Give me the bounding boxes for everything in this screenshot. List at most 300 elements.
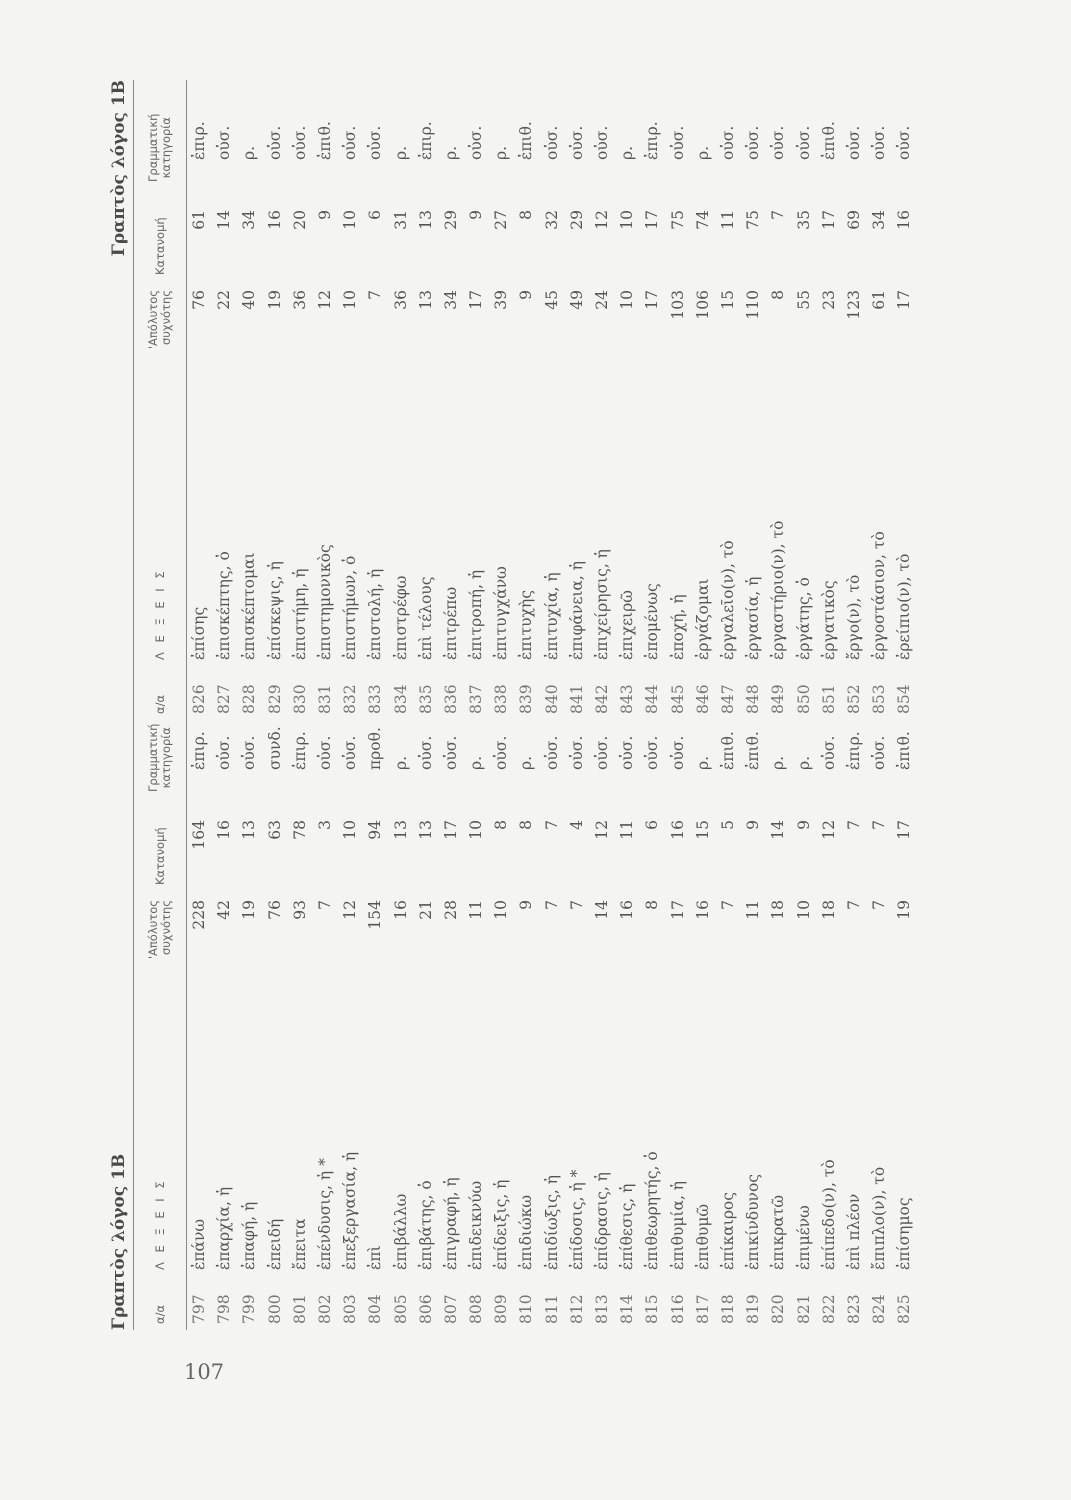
table-row	[640, 690, 665, 1330]
row-distribution: 7	[542, 820, 561, 830]
row-word: ἐργάτης, ὁ	[794, 577, 813, 660]
table-row	[892, 80, 917, 720]
table-row	[187, 690, 212, 1330]
row-word: ἐπειδή	[265, 1218, 284, 1270]
row-grammatical-category: ρ.	[517, 755, 536, 770]
table-row	[514, 690, 539, 1330]
row-grammatical-category: οὐσ.	[668, 125, 687, 160]
row-number: 824	[870, 1294, 889, 1324]
row-grammatical-category: οὐσ.	[240, 735, 259, 770]
row-distribution: 7	[844, 820, 863, 830]
row-word: ἑπομένως	[643, 583, 662, 660]
row-frequency: 40	[240, 290, 259, 310]
row-number: 835	[416, 684, 435, 714]
row-frequency: 17	[467, 290, 486, 310]
row-grammatical-category: ρ.	[240, 145, 259, 160]
row-grammatical-category: οὐσ.	[265, 125, 284, 160]
row-word: ἐπιστήμων, ὁ	[341, 555, 360, 660]
row-distribution: 4	[567, 820, 586, 830]
row-grammatical-category: οὐσ.	[593, 735, 611, 770]
row-frequency: 16	[693, 900, 712, 920]
table-row	[640, 80, 665, 720]
row-frequency: 106	[693, 290, 712, 320]
table-row	[338, 80, 363, 720]
row-grammatical-category: ἐπιθ.	[718, 731, 737, 770]
row-number: 819	[744, 1294, 763, 1324]
row-grammatical-category: οὐσ.	[870, 735, 889, 770]
row-number: 814	[618, 1294, 637, 1324]
row-number: 847	[718, 684, 737, 714]
row-grammatical-category: οὐσ.	[844, 125, 863, 160]
row-word: ἔπειτα	[290, 1218, 309, 1270]
row-grammatical-category: ἐπιθ.	[744, 731, 763, 770]
table-title: Γραπτὸς λόγος 1Β	[109, 80, 129, 257]
table-row	[363, 80, 388, 720]
row-number: 829	[265, 684, 284, 714]
row-distribution: 8	[517, 210, 536, 220]
row-frequency: 28	[441, 900, 460, 920]
row-word: ἐπίκαιρος	[718, 1192, 737, 1270]
row-distribution: 9	[467, 210, 486, 220]
table-row	[867, 690, 892, 1330]
row-number: 854	[895, 684, 914, 714]
table-row	[263, 690, 288, 1330]
row-grammatical-category: οὐσ.	[567, 125, 586, 160]
row-frequency: 7	[315, 900, 334, 910]
row-grammatical-category: ρ.	[391, 145, 410, 160]
row-distribution: 74	[693, 210, 712, 230]
row-distribution: 13	[391, 820, 410, 840]
row-frequency: 10	[492, 900, 511, 920]
row-word: ἐπιστρέφω	[391, 575, 410, 660]
row-word: ἐπάνω	[190, 1218, 208, 1270]
row-distribution: 14	[769, 820, 788, 840]
row-word: ἐπὶ	[366, 1245, 385, 1270]
row-frequency: 12	[341, 900, 360, 920]
table-row	[666, 690, 691, 1330]
table-row	[892, 690, 917, 1330]
header-number: α/α	[152, 1304, 167, 1324]
row-distribution: 7	[870, 820, 889, 830]
row-number: 818	[718, 1294, 737, 1324]
row-distribution: 32	[542, 210, 561, 230]
page-number: 107	[183, 1359, 225, 1384]
row-frequency: 76	[190, 290, 208, 310]
row-distribution: 16	[265, 210, 284, 230]
row-number: 840	[542, 684, 561, 714]
row-frequency: 110	[744, 290, 763, 320]
row-distribution: 29	[567, 210, 586, 230]
row-number: 843	[618, 684, 637, 714]
row-distribution: 11	[618, 820, 637, 840]
row-number: 833	[366, 684, 385, 714]
row-frequency: 11	[744, 900, 763, 920]
row-grammatical-category: οὐσ.	[668, 735, 687, 770]
table-header	[133, 80, 187, 720]
row-grammatical-category: ρ.	[693, 755, 712, 770]
row-frequency: 15	[718, 290, 737, 310]
header-frequency: 'Απόλυτος συχνότης	[146, 290, 173, 350]
row-number: 830	[290, 684, 309, 714]
row-grammatical-category: οὐσ.	[341, 125, 360, 160]
row-frequency: 7	[718, 900, 737, 910]
row-number: 853	[870, 684, 889, 714]
row-frequency: 36	[290, 290, 309, 310]
table-row	[590, 690, 615, 1330]
row-grammatical-category: ἐπιρ.	[290, 731, 309, 770]
table-row	[414, 80, 439, 720]
row-distribution: 9	[315, 210, 334, 220]
row-word: ἐπικρατῶ	[769, 1194, 788, 1270]
row-number: 801	[290, 1294, 309, 1324]
table-row	[363, 690, 388, 1330]
row-grammatical-category: οὐσ.	[366, 125, 385, 160]
row-number: 844	[643, 684, 662, 714]
row-grammatical-category: οὐσ.	[744, 125, 763, 160]
row-distribution: 10	[341, 820, 360, 840]
row-number: 800	[265, 1294, 284, 1324]
table-row	[615, 690, 640, 1330]
row-grammatical-category: οὐσ.	[215, 125, 234, 160]
row-number: 806	[416, 1294, 435, 1324]
table-row	[389, 80, 414, 720]
row-number: 846	[693, 684, 712, 714]
table-row	[212, 80, 237, 720]
row-distribution: 75	[744, 210, 763, 230]
table-row	[867, 80, 892, 720]
table-row	[464, 80, 489, 720]
row-grammatical-category: οὐσ.	[618, 735, 637, 770]
row-distribution: 69	[844, 210, 863, 230]
row-grammatical-category: οὐσ.	[895, 125, 914, 160]
row-grammatical-category: οὐσ.	[542, 735, 561, 770]
row-frequency: 61	[870, 290, 889, 310]
row-word: ἐπαφή, ἡ	[240, 1201, 259, 1270]
row-frequency: 76	[265, 900, 284, 920]
row-distribution: 17	[895, 820, 914, 840]
row-number: 799	[240, 1294, 259, 1324]
table-row	[338, 690, 363, 1330]
row-grammatical-category: ἐπιρ.	[190, 731, 208, 770]
row-number: 798	[215, 1294, 234, 1324]
table-row	[666, 80, 691, 720]
row-grammatical-category: οὐσ.	[769, 125, 788, 160]
table-row	[716, 690, 741, 1330]
row-word: ἐπίπεδο(ν), τὸ	[819, 1159, 838, 1270]
row-distribution: 31	[391, 210, 410, 230]
row-word: ἐργασία, ἡ	[744, 576, 763, 660]
row-frequency: 103	[668, 290, 687, 320]
row-number: 820	[769, 1294, 788, 1324]
table-row	[288, 690, 313, 1330]
row-word: ἐπίδοσις, ἡ *	[567, 1169, 586, 1270]
row-word: ἐπιτυχὴς	[517, 590, 536, 660]
row-distribution: 3	[315, 820, 334, 830]
row-grammatical-category: οὐσ.	[290, 125, 309, 160]
row-frequency: 7	[567, 900, 586, 910]
row-frequency: 24	[593, 290, 611, 310]
row-word: ἐποχή, ἡ	[668, 594, 687, 660]
row-frequency: 19	[265, 290, 284, 310]
row-number: 804	[366, 1294, 385, 1324]
row-word: ἐπιθυμῶ	[693, 1203, 712, 1270]
table-row	[842, 80, 867, 720]
table-row	[237, 80, 262, 720]
table-row	[691, 690, 716, 1330]
row-frequency: 9	[517, 900, 536, 910]
row-frequency: 19	[895, 900, 914, 920]
row-distribution: 10	[467, 820, 486, 840]
row-frequency: 14	[593, 900, 611, 920]
table-row	[212, 690, 237, 1330]
row-distribution: 8	[492, 820, 511, 830]
table-title: Γραπτὸς λόγος 1Β	[109, 1153, 129, 1330]
row-distribution: 78	[290, 820, 309, 840]
row-frequency: 17	[643, 290, 662, 310]
row-frequency: 9	[517, 290, 536, 300]
table-row	[187, 80, 212, 720]
row-frequency: 93	[290, 900, 309, 920]
table-row	[766, 690, 791, 1330]
row-number: 803	[341, 1294, 360, 1324]
header-grammatical-category: Γραμματική κατηγορία	[146, 723, 173, 792]
table-row	[615, 80, 640, 720]
row-word: ἐπίδρασις, ἡ	[593, 1172, 611, 1270]
row-word: ἐπιστήμη, ἡ	[290, 568, 309, 660]
row-word: ἐπίσκεψις, ἡ	[265, 561, 284, 660]
row-distribution: 16	[215, 820, 234, 840]
row-word: ἐπιθυμία, ἡ	[668, 1180, 687, 1270]
table-row	[817, 80, 842, 720]
table-row	[590, 80, 615, 720]
row-word: ἐπὶ πλέον	[844, 1193, 863, 1270]
row-frequency: 19	[240, 900, 259, 920]
row-number: 841	[567, 684, 586, 714]
row-frequency: 10	[794, 900, 813, 920]
row-distribution: 13	[416, 210, 435, 230]
table-row	[842, 690, 867, 1330]
row-distribution: 5	[718, 820, 737, 830]
row-grammatical-category: ἐπιθ.	[315, 121, 334, 160]
row-grammatical-category: οὐσ.	[215, 735, 234, 770]
row-number: 845	[668, 684, 687, 714]
row-word: ἐρείπιο(ν), τὸ	[895, 553, 914, 660]
row-word: ἐπιβάλλω	[391, 1193, 410, 1270]
row-distribution: 63	[265, 820, 284, 840]
table-row	[439, 80, 464, 720]
row-number: 838	[492, 684, 511, 714]
row-grammatical-category: ρ.	[693, 145, 712, 160]
row-number: 839	[517, 684, 536, 714]
row-grammatical-category: ρ.	[794, 755, 813, 770]
row-frequency: 7	[870, 900, 889, 910]
row-grammatical-category: ρ.	[467, 755, 486, 770]
row-number: 834	[391, 684, 410, 714]
table-header	[133, 690, 187, 1330]
row-distribution: 35	[794, 210, 813, 230]
table-row	[414, 690, 439, 1330]
row-grammatical-category: ρ.	[618, 145, 637, 160]
row-distribution: 16	[668, 820, 687, 840]
row-word: ἐπιδιώκω	[517, 1195, 536, 1270]
row-frequency: 123	[844, 290, 863, 320]
row-distribution: 34	[870, 210, 889, 230]
table-row	[565, 80, 590, 720]
row-word: ἐργαλεῖο(ν), τὸ	[718, 540, 737, 660]
row-word: ἐπιδεικνύω	[467, 1180, 486, 1270]
row-distribution: 27	[492, 210, 511, 230]
row-word: ἐπιθεωρητής, ὁ	[643, 1151, 662, 1270]
table-row	[288, 80, 313, 720]
row-word: ἐπὶ τέλους	[416, 576, 435, 660]
row-frequency: 10	[618, 290, 637, 310]
row-distribution: 16	[895, 210, 914, 230]
row-distribution: 94	[366, 820, 385, 840]
row-frequency: 16	[618, 900, 637, 920]
row-word: ἐργατικὸς	[819, 580, 838, 660]
row-grammatical-category: οὐσ.	[492, 735, 511, 770]
row-word: ἐπιγραφή, ἡ	[441, 1177, 460, 1270]
row-grammatical-category: οὐσ.	[794, 125, 813, 160]
row-word: ἐπιφάνεια, ἡ	[567, 560, 586, 660]
table-row	[313, 80, 338, 720]
table-row	[439, 690, 464, 1330]
row-number: 808	[467, 1294, 486, 1324]
frequency-table-left	[105, 690, 917, 1330]
row-distribution: 17	[441, 820, 460, 840]
row-number: 850	[794, 684, 813, 714]
row-word: ἐπιδίωξις, ἡ	[542, 1174, 561, 1270]
header-frequency: 'Απόλυτος συχνότης	[146, 900, 173, 960]
header-words: Λ Ε Ξ Ε Ι Σ	[152, 1178, 167, 1270]
table-row	[792, 690, 817, 1330]
row-grammatical-category: ἐπιθ.	[819, 121, 838, 160]
row-number: 809	[492, 1294, 511, 1324]
row-distribution: 34	[240, 210, 259, 230]
row-number: 852	[844, 684, 863, 714]
table-row	[514, 80, 539, 720]
row-number: 805	[391, 1294, 410, 1324]
row-frequency: 11	[467, 900, 486, 920]
row-frequency: 10	[341, 290, 360, 310]
table-row	[691, 80, 716, 720]
table-row	[565, 690, 590, 1330]
row-word: ἐπιτρέπω	[441, 586, 460, 660]
row-number: 817	[693, 1294, 712, 1324]
row-frequency: 22	[215, 290, 234, 310]
row-number: 812	[567, 1294, 586, 1324]
row-number: 810	[517, 1294, 536, 1324]
row-grammatical-category: οὐσ.	[643, 735, 662, 770]
row-word: ἐπισκέπτης, ὁ	[215, 551, 234, 660]
row-distribution: 17	[643, 210, 662, 230]
row-word: ἐπιτυχία, ἡ	[542, 572, 561, 660]
row-word: ἐπίθεσις, ἡ	[618, 1183, 637, 1270]
row-number: 821	[794, 1294, 813, 1324]
table-row	[716, 80, 741, 720]
row-frequency: 23	[819, 290, 838, 310]
row-grammatical-category: ρ.	[492, 145, 511, 160]
row-word: ἐπιχείρησις, ἡ	[593, 549, 611, 660]
row-grammatical-category: ἐπιθ.	[517, 121, 536, 160]
header-grammatical-category: Γραμματική κατηγορία	[146, 113, 173, 182]
row-word: ἐργάζομαι	[693, 578, 712, 660]
row-distribution: 17	[819, 210, 838, 230]
table-row	[489, 690, 514, 1330]
table-row	[313, 690, 338, 1330]
row-grammatical-category: οὐσ.	[341, 735, 360, 770]
row-word: ἔπιπλο(ν), τὸ	[870, 1166, 889, 1270]
row-grammatical-category: οὐσ.	[467, 125, 486, 160]
row-distribution: 9	[794, 820, 813, 830]
row-number: 811	[542, 1294, 561, 1324]
frequency-table-right	[105, 80, 917, 720]
header-words: Λ Ε Ξ Ε Ι Σ	[152, 568, 167, 660]
row-number: 797	[190, 1294, 208, 1324]
row-number: 851	[819, 684, 838, 714]
row-grammatical-category: ρ.	[391, 755, 410, 770]
row-frequency: 7	[366, 290, 385, 300]
table-row	[817, 690, 842, 1330]
row-grammatical-category: προθ.	[366, 727, 385, 770]
row-grammatical-category: ρ.	[441, 145, 460, 160]
row-number: 826	[190, 684, 208, 714]
row-grammatical-category: οὐσ.	[718, 125, 737, 160]
row-distribution: 9	[744, 820, 763, 830]
row-frequency: 55	[794, 290, 813, 310]
row-grammatical-category: οὐσ.	[593, 125, 611, 160]
row-word: ἐπαρχία, ἡ	[215, 1186, 234, 1270]
row-frequency: 18	[819, 900, 838, 920]
row-distribution: 20	[290, 210, 309, 230]
row-distribution: 10	[618, 210, 637, 230]
row-distribution: 12	[593, 820, 611, 840]
row-distribution: 8	[517, 820, 536, 830]
row-frequency: 36	[391, 290, 410, 310]
table-row	[263, 80, 288, 720]
row-grammatical-category: συνδ.	[265, 726, 284, 770]
table-row	[540, 80, 565, 720]
row-distribution: 7	[769, 210, 788, 220]
row-frequency: 228	[190, 900, 208, 930]
row-grammatical-category: ἐπιρ.	[643, 121, 662, 160]
row-number: 848	[744, 684, 763, 714]
row-number: 832	[341, 684, 360, 714]
row-word: ἐπίδειξις, ἡ	[492, 1179, 511, 1270]
row-grammatical-category: ρ.	[769, 755, 788, 770]
header-number: α/α	[152, 694, 167, 714]
row-number: 842	[593, 684, 611, 714]
row-grammatical-category: οὐσ.	[441, 735, 460, 770]
row-frequency: 45	[542, 290, 561, 310]
row-word: ἐπιβάτης, ὁ	[416, 1180, 435, 1270]
row-frequency: 17	[895, 290, 914, 310]
table-row	[741, 80, 766, 720]
row-grammatical-category: οὐσ.	[542, 125, 561, 160]
row-distribution: 13	[416, 820, 435, 840]
row-word: ἐπεξεργασία, ἡ	[341, 1151, 360, 1270]
row-grammatical-category: ἐπιρ.	[844, 731, 863, 770]
row-number: 816	[668, 1294, 687, 1324]
row-distribution: 10	[341, 210, 360, 230]
row-word: ἐπιστολή, ἡ	[366, 568, 385, 660]
row-frequency: 17	[668, 900, 687, 920]
row-frequency: 49	[567, 290, 586, 310]
row-distribution: 61	[190, 210, 208, 230]
row-number: 825	[895, 1294, 914, 1324]
header-distribution: Κατανομή	[152, 827, 167, 885]
row-number: 815	[643, 1294, 662, 1324]
